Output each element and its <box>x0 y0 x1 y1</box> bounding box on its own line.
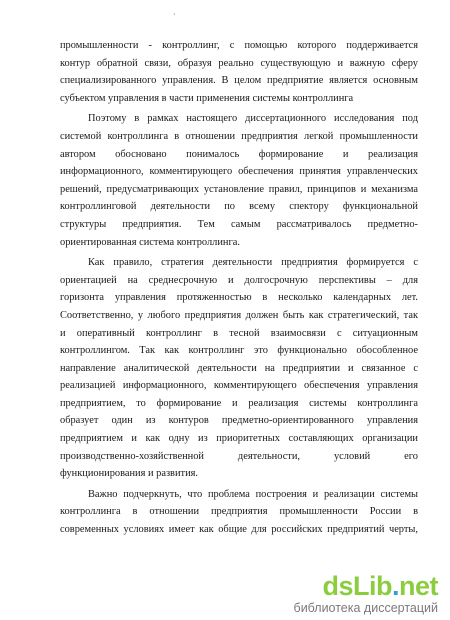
text-line: предприятием, то формирование и реализация системы контроллинга <box>60 397 418 409</box>
text-line: функционирования и развития. <box>60 468 199 480</box>
logo-dot: . <box>391 571 399 601</box>
text-line: контроллинга в отношении предприятия промышленности России в <box>60 506 418 518</box>
text-line: контроллингом. Так как контроллинг это функционально обособленное <box>60 345 418 357</box>
text-line: системой контроллинга в отношении предприятия легкой промышленности <box>60 130 418 142</box>
text-line: ориентацией на среднесрочную и долгосрочную перспективы – для <box>60 274 418 286</box>
text-line: решений, предусматривающих установление правил, принципов и механизма <box>60 183 418 195</box>
text-line: реализацией информационного, комментирующего обеспечения управления <box>60 380 418 392</box>
logo-tld: net <box>399 571 438 601</box>
text-line: ориентированная система контроллинга. <box>60 236 240 248</box>
dslib-subtitle: библиотека диссертаций <box>293 601 438 615</box>
text-line: направление аналитической деятельности на предприятии и связанное с <box>60 362 418 374</box>
text-line: предприятием и как одну из приоритетных составляющих организации <box>60 433 418 445</box>
text-line: и оперативный контроллинг в тесной взаимосвязи с ситуационным <box>60 327 418 339</box>
text-line: информационного, комментирующего обеспечения принятия управленческих <box>60 166 418 178</box>
text-line: горизонта управления протяженностью в несколько календарных лет. <box>60 292 418 304</box>
text-line: специализированного управления. В целом предприятие является основным <box>60 75 418 87</box>
text-line: субъектом управления в части применения системы контроллинга <box>60 92 354 104</box>
text-line: автором обосновано понималось формирование и реализация <box>60 148 418 160</box>
text-line: контроллинговой деятельности по всему спектору функциональной <box>60 201 418 213</box>
dslib-watermark[interactable] <box>244 570 444 618</box>
document-text <box>60 37 418 539</box>
text-line: производственно-хозяйственной деятельности, условий его <box>60 450 418 462</box>
text-line: промышленности - контроллинг, с помощью которого поддерживается <box>60 40 418 51</box>
text-line: структуры предприятия. Тем самым рассматривалось предметно- <box>60 218 418 230</box>
dslib-logo <box>322 572 438 600</box>
text-line: Важно подчеркнуть, что проблема построения и реализации системы <box>88 488 418 500</box>
logo-main: dsLib <box>322 571 392 601</box>
text-line: образует один из контуров предметно-ориентированного управления <box>60 415 418 427</box>
text-line: Поэтому в рамках настоящего диссертационного исследования под <box>88 113 418 125</box>
text-line: современных условиях имеет как общие для российских предприятий черты, <box>60 524 418 536</box>
text-line: Соответственно, у любого предприятия должен быть как стратегический, так <box>60 309 418 321</box>
text-line: контур обратной связи, образуя реально существующую и важную сферу <box>60 57 418 69</box>
text-line: Как правило, стратегия деятельности предприятия формируется с <box>88 257 418 269</box>
page-mark: · <box>173 10 176 19</box>
